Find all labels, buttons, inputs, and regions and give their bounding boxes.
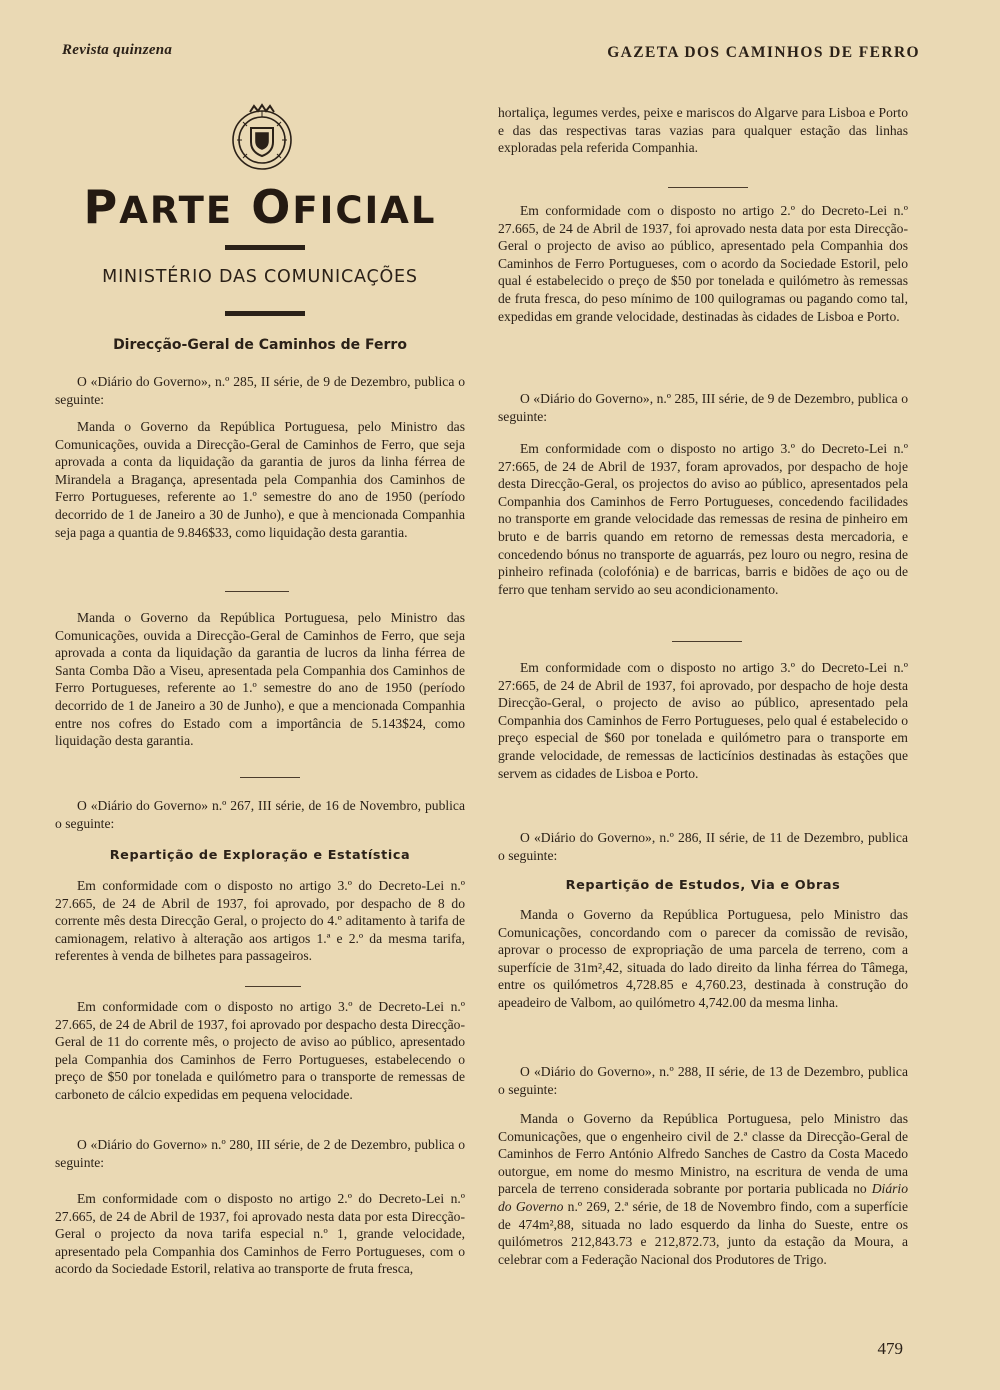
coat-of-arms-emblem (228, 102, 296, 174)
title-cap-2: O (251, 180, 293, 234)
paragraph: O «Diário do Governo», n.º 288, II série, de 13 de Dezembro, publica o seguinte: (498, 1064, 908, 1097)
paragraph: Em conformidade com o disposto no artigo 2.º do Decreto-Lei n.º 27.665, de 24 de Abril de 1937, foi aprovado nesta data por esta Direcção-Geral o projecto da nova tarifa especial n.º 1, grande velocidade, apresentado pela Companhia dos Caminhos de Ferro Portugueses, com o acordo da Sociedade Estoril, relativa ao transporte de fruta fresca, (55, 1191, 465, 1277)
paragraph: hortaliça, legumes verdes, peixe e mariscos do Algarve para Lisboa e Porto e das das respectivas taras vazias para qualquer estação das linhas exploradas pela referida Companhia. (498, 105, 908, 156)
paragraph (498, 1110, 908, 1268)
paragraph: Manda o Governo da República Portuguesa, pelo Ministro das Comunicações, ouvida a Direcção-Geral de Caminhos de Ferro, que seja aprovada a conta da liquidação da garantia de juros da linha férrea de Mirandela a Bragança, apresentada pela Companhia dos Caminhos de Ferro Portugueses, referente ao 1.º semestre do ano de 1950 (período decorrido de 1 de Janeiro a 30 de Junho), e que à mencionada Companhia seja paga a quantia de 9.846$33, como liquidação desta garantia. (55, 419, 465, 540)
title-underline (225, 245, 305, 250)
paragraph-text: n.º 269, 2.ª série, de 18 de Novembro findo, com a superfície de 474m²,88, situada no lado esquerdo da linha do Sueste, entre os quilómetros 212,843.73 e 212,872.73, junto da estação da Moura, a celebrar com a Federação Nacional dos Produtores de Trigo. (498, 1198, 908, 1267)
paragraph: Em conformidade com o disposto no artigo 3.º de Decreto-Lei n.º 27.665, de 24 de Abril de 1937, foi aprovado por despacho desta Direcção-Geral de 11 do corrente mês, o projecto de aviso ao público, apresentado pela Companhia dos Caminhos de Ferro Portugueses, estabelecendo o preço de $50 por tonelada e quilómetro para o transporte de remessas de carboneto de cálcio expedidas em pequena velocidade. (55, 999, 465, 1102)
ministry-underline (225, 311, 305, 316)
page-title (55, 180, 465, 234)
header-left: Revista quinzena (62, 42, 173, 58)
title-cap-1: P (83, 180, 120, 234)
separator (245, 986, 301, 987)
header-right: GAZETA DOS CAMINHOS DE FERRO (607, 44, 920, 61)
paragraph: Em conformidade com o disposto no artigo 3.º do Decreto-Lei n.º 27.665, de 24 de Abril de 1937, foi aprovado, por despacho de 8 do corrente mês desta Direcção Geral, o projecto do 4.º aditamento à tarifa de camionagem, relativo à alteração aos artigos 1.ª e 2.º da mesma tarifa, referentes à venda de bilhetes para passageiros. (55, 878, 465, 964)
title-rest-1: ARTE (119, 189, 234, 232)
paragraph: O «Diário do Governo» n.º 267, III série, de 16 de Novembro, publica o seguinte: (55, 798, 465, 831)
paragraph: O «Diário do Governo», n.º 286, II série, de 11 de Dezembro, publica o seguinte: (498, 830, 908, 863)
paragraph: Em conformidade com o disposto no artigo 3.º do Decreto-Lei n.º 27:665, de 24 de Abril de 1937, foi aprovado, por despacho de hoje desta Direcção-Geral, o projecto de aviso ao público, apresentado pela Companhia dos Caminhos de Ferro Portugueses, pelo qual é estabelecido o preço especial de $60 por tonelada e quilómetro para o transporte em grande velocidade, de remessas de lacticínios destinadas às estações que servem as cidades de Lisboa e Porto. (498, 660, 908, 781)
diario-do-governo-italic: Diário do Governo (498, 1181, 908, 1214)
section-subhead: Repartição de Estudos, Via e Obras (565, 878, 841, 893)
section-subhead: Repartição de Exploração e Estatística (109, 848, 411, 863)
paragraph: Manda o Governo da República Portuguesa, pelo Ministro das Comunicações, ouvida a Direcção-Geral de Caminhos de Ferro, que seja aprovada a conta da liquidação da garantia de lucros da linha férrea de Santa Comba Dão a Viseu, apresentada pela Companhia dos Caminhos de Ferro Portugueses, referente ao 1.º semestre do ano de 1950 (período decorrido de 1 de Janeiro a 30 de Junho), e que a mencionada Companhia entre nos cofres do Estado com a importância de 5.143$24, como liquidação desta garantia. (55, 610, 465, 749)
page-number: 479 (877, 1339, 903, 1358)
separator (225, 591, 289, 592)
paragraph: Em conformidade com o disposto no artigo 3.º do Decreto-Lei n.º 27:665, de 24 de Abril de 1937, foram aprovados, por despacho de hoje desta Direcção-Geral, os projectos do aviso ao público, apresentados pela Companhia dos Caminhos de Ferro Portugueses, concedendo facilidades no transporte em grande velocidade das remessas de resina de pinheiro em bruto e de barris quando em retorno de remessas desta mercadoria, e concedendo bónus no transporte de aguarrás, pez louro ou negro, resina de pinheiro refinada (colofónia) e de barricas, barris e bidões de aço ou de ferro que tenham servido ao seu acondicionamento. (498, 441, 908, 597)
paragraph: Em conformidade com o disposto no artigo 2.º do Decreto-Lei n.º 27.665, de 24 de Abril de 1937, foi aprovado nesta data por esta Direcção-Geral o projecto de aviso ao público, apresentado pela Companhia dos Caminhos de Ferro Portugueses, com o acordo da Sociedade Estoril, pelo qual é estabelecido o preço de $50 por tonelada e quilómetro às remessas de fruta fresca, do peso mínimo de 100 quilogramas ou pagando como tal, expedidas em grande velocidade, destinadas às cidades de Lisboa e Porto. (498, 203, 908, 324)
ministry-heading: MINISTÉRIO DAS COMUNICAÇÕES (102, 267, 418, 287)
separator (672, 641, 742, 642)
paragraph: O «Diário do Governo», n.º 285, II série, de 9 de Dezembro, publica o seguinte: (55, 374, 465, 407)
paragraph: O «Diário do Governo», n.º 285, III série, de 9 de Dezembro, publica o seguinte: (498, 391, 908, 424)
direccao-geral-heading: Direcção-Geral de Caminhos de Ferro (113, 337, 407, 353)
paragraph-text: Manda o Governo da República Portuguesa, pelo Ministro das Comunicações, que o engenheiro civil de 2.ª classe da Direcção-Geral de Caminhos de Ferro António Alfredo Sanches de Castro da Costa Macedo outorgue, em nome do mesmo Ministro, na escritura de venda de uma parcela de terreno considerada sobrante por portaria publicada no (498, 1111, 908, 1197)
paragraph: O «Diário do Governo» n.º 280, III série, de 2 de Dezembro, publica o seguinte: (55, 1137, 465, 1170)
separator (668, 187, 748, 188)
title-rest-2: FICIAL (292, 189, 437, 232)
separator (240, 777, 300, 778)
paragraph: Manda o Governo da República Portuguesa, pelo Ministro das Comunicações, concordando com o parecer da comissão de revisão, aprovar o processo de expropriação de uma parcela de terreno, com a superfície de 31m²,42, situada do lado direito da linha férrea do Tâmega, entre os quilómetros 4,728.85 e 4,760.23, destinada à construção do apeadeiro de Valbom, ao quilómetro 4,742.00 da mesma linha. (498, 907, 908, 1010)
